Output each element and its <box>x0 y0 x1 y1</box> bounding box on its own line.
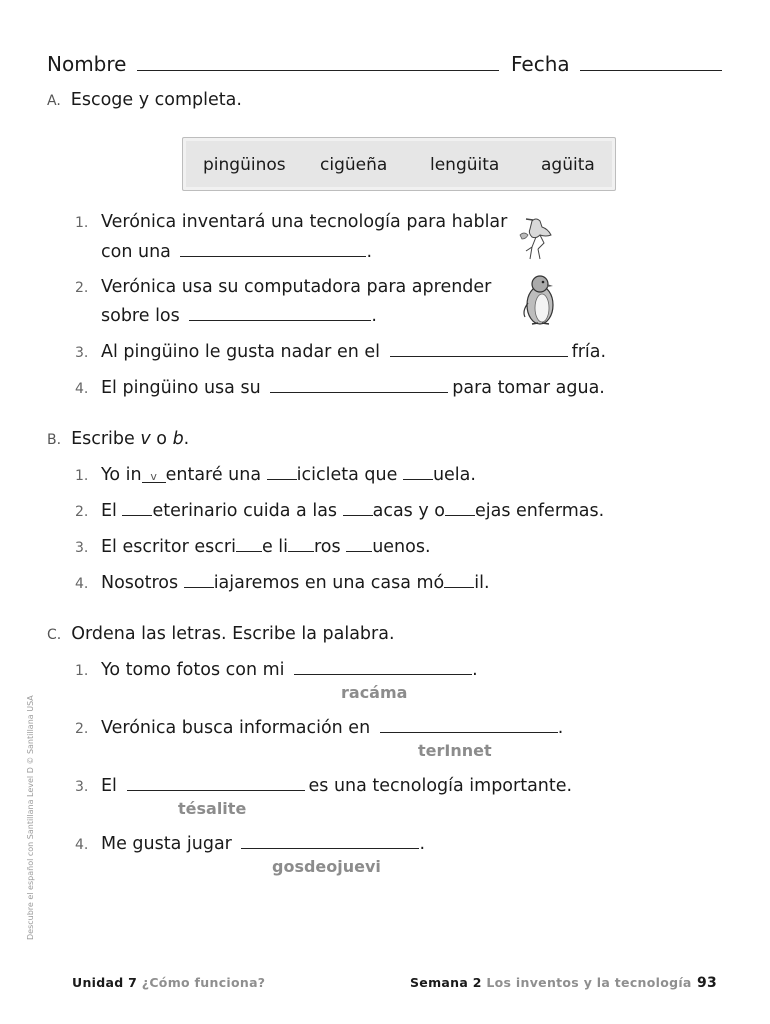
section-a-instruction: Escoge y completa. <box>70 90 242 110</box>
letter-blank[interactable] <box>346 551 372 552</box>
letter-blank[interactable] <box>445 515 475 516</box>
question-text: . <box>371 306 377 326</box>
question-text: acas y o <box>372 501 445 521</box>
question-text: iajaremos en una casa mó <box>213 573 445 593</box>
question-text: Verónica inventará una tecnología para hablar <box>101 212 508 232</box>
question-text: Al pingüino le gusta nadar en el <box>101 342 380 362</box>
penguin-icon <box>520 273 560 327</box>
footer-unit <box>72 975 265 990</box>
question-number: 2. <box>75 721 89 737</box>
section-b-instruction: Escribe v o b. <box>71 429 190 449</box>
question-text: sobre los <box>101 306 180 326</box>
question-text: il. <box>474 573 490 593</box>
question-text: Verónica usa su computadora para aprender <box>101 277 492 297</box>
date-line[interactable] <box>580 69 722 71</box>
question-b4 <box>75 573 490 593</box>
page-number: 93 <box>697 975 718 991</box>
letter-blank[interactable] <box>122 515 152 516</box>
question-number: 3. <box>75 540 89 556</box>
date-label: Fecha <box>511 52 570 76</box>
question-text: Me gusta jugar <box>101 834 232 854</box>
name-label: Nombre <box>47 52 127 76</box>
question-text: para tomar agua. <box>452 378 605 398</box>
question-number: 4. <box>75 381 89 397</box>
date-field <box>511 52 722 76</box>
question-a4 <box>75 378 605 398</box>
question-text: Yo in <box>101 465 142 485</box>
section-b-heading <box>47 429 189 449</box>
word-bank-item: pingüinos <box>203 155 286 175</box>
section-c-instruction: Ordena las letras. Escribe la palabra. <box>71 624 395 644</box>
scrambled-word: tésalite <box>178 799 247 818</box>
answer-blank[interactable] <box>189 319 371 321</box>
week-title: Los inventos y la tecnología <box>486 975 692 990</box>
question-text: El <box>101 501 123 521</box>
question-text: con una <box>101 242 171 262</box>
answer-blank[interactable] <box>270 391 448 393</box>
stork-icon <box>518 215 558 261</box>
name-line[interactable] <box>137 69 499 71</box>
question-text: eterinario cuida a las <box>152 501 343 521</box>
question-b3 <box>75 537 431 557</box>
question-text: uela. <box>432 465 476 485</box>
question-text: Yo tomo fotos con mi <box>101 660 285 680</box>
question-b1 <box>75 465 476 485</box>
section-letter: A. <box>47 93 61 109</box>
question-text: . <box>472 660 478 680</box>
answer-blank[interactable] <box>180 255 366 257</box>
scrambled-word: gosdeojuevi <box>272 857 381 876</box>
question-text: icicleta que <box>296 465 403 485</box>
letter-blank[interactable] <box>403 479 433 480</box>
question-text: entaré una <box>165 465 267 485</box>
question-a1 <box>75 212 507 232</box>
section-c-heading <box>47 624 395 644</box>
word-bank <box>182 137 616 191</box>
letter-blank[interactable] <box>444 587 474 588</box>
answer-blank[interactable] <box>241 847 419 849</box>
question-text: Verónica busca información en <box>101 718 371 738</box>
section-a-heading <box>47 90 242 110</box>
unit-label: Unidad 7 <box>72 975 138 990</box>
letter-blank[interactable] <box>288 551 314 552</box>
question-text: . <box>366 242 373 262</box>
letter-blank[interactable] <box>267 479 297 480</box>
scrambled-word: racáma <box>341 683 408 702</box>
question-text: es una tecnología importante. <box>308 776 573 796</box>
section-letter: B. <box>47 432 62 448</box>
name-field <box>47 52 499 76</box>
question-a2 <box>75 277 491 297</box>
question-text: ejas enfermas. <box>475 501 605 521</box>
question-b2 <box>75 501 604 521</box>
question-text: Nosotros <box>101 573 184 593</box>
question-text: . <box>557 718 564 738</box>
letter-blank[interactable] <box>343 515 373 516</box>
question-c2 <box>75 718 563 738</box>
question-text: ros <box>314 537 347 557</box>
footer-week <box>410 975 692 990</box>
side-credit: Descubre el español con Santillana Level D © Santillana USA <box>26 695 35 940</box>
section-letter: C. <box>47 627 62 643</box>
question-number: 1. <box>75 468 89 484</box>
question-text: . <box>419 834 426 854</box>
question-c1 <box>75 660 478 680</box>
letter-blank[interactable] <box>236 551 262 552</box>
letter-blank[interactable] <box>184 587 214 588</box>
question-a2-line2 <box>101 306 377 326</box>
scrambled-word: terInnet <box>418 741 492 760</box>
question-number: 3. <box>75 345 89 361</box>
question-text: El <box>101 776 117 796</box>
question-text: El pingüino usa su <box>101 378 261 398</box>
question-text: uenos. <box>372 537 431 557</box>
word-bank-item: cigüeña <box>320 155 388 175</box>
question-text: fría. <box>571 342 607 362</box>
answer-blank[interactable] <box>127 789 305 791</box>
question-text: El escritor escri <box>101 537 236 557</box>
question-number: 2. <box>75 504 89 520</box>
answer-blank[interactable] <box>380 731 558 733</box>
question-number: 4. <box>75 576 89 592</box>
question-a3 <box>75 342 606 362</box>
question-number: 2. <box>75 280 89 296</box>
unit-title: ¿Cómo funciona? <box>141 975 266 990</box>
question-c4 <box>75 834 425 854</box>
letter-blank[interactable]: v <box>142 471 166 483</box>
answer-blank[interactable] <box>390 355 568 357</box>
week-label: Semana 2 <box>410 975 482 990</box>
word-bank-item: lengüita <box>430 155 500 175</box>
question-c3 <box>75 776 572 796</box>
answer-blank[interactable] <box>294 673 472 675</box>
question-number: 4. <box>75 837 89 853</box>
question-number: 3. <box>75 779 89 795</box>
question-a1-line2 <box>101 242 372 262</box>
word-bank-item: agüita <box>541 155 595 175</box>
question-text: e li <box>261 537 288 557</box>
question-number: 1. <box>75 215 89 231</box>
question-number: 1. <box>75 663 89 679</box>
